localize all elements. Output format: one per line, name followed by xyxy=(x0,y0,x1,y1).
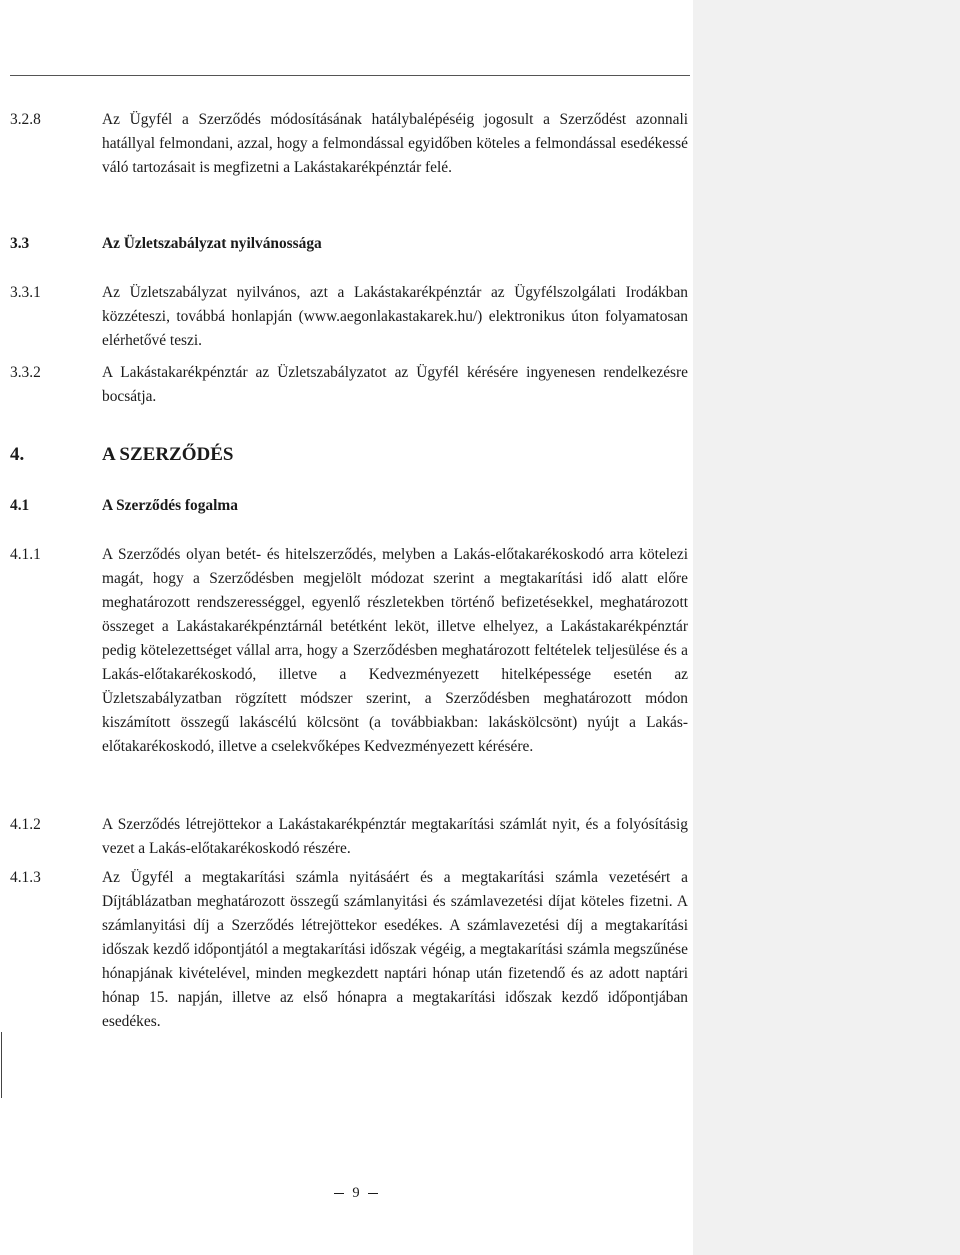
section-text: A Szerződés olyan betét- és hitelszerződés, melyben a Lakás-előtakarékoskodó arra kötelezi magát, hogy a Szerződésben megjelölt módozat szerint a megtakarítási idő alatt előre meghatározott rendszerességgel, egyenlő részletekben történő befizetésekkel, meghatározott összeget a Lakástakarékpénztárnál betétként leköt, illetve elhelyez, a Lakástakarékpénztár pedig kötelezettséget vállal arra, hogy a Szerződésben meghatározott feltételek teljesülése és a Lakás-előtakarékoskodó, illetve a Kedvezményezett hitelképessége esetén az Üzletszabályzatban rögzített módszer szerint, a Szerződésben meghatározott módon kiszámított összegű lakáscélú kölcsönt (a továbbiakban: lakáskölcsönt) nyújt a Lakás-előtakarékoskodó, illetve a cselekvőképes Kedvezményezett kérésére. xyxy=(102,546,688,755)
heading-3-3 xyxy=(10,232,688,256)
section-text: Az Ügyfél a megtakarítási számla nyitásáért és a megtakarítási számla vezetésért a Díjtáblázatban meghatározott összegű számlanyitási és számlavezetési díjat köteles fizetni. A számlanyitási díj a Szerződés létrejöttekor esedékes. A számlavezetési díj a megtakarítási időszak kezdő időpontjától a megtakarítási időszak végéig, a megtakarítási számla megszűnése hónapjának kivételével, minden megkezdett naptári hónap után fizetendő és az adott naptári hónap 15. napján, illetve az első hónapra a megtakarítási időszak kezdő időpontjában esedékes. xyxy=(102,869,688,1030)
section-3-3-1 xyxy=(10,281,688,353)
comment-pane xyxy=(693,0,960,1255)
section-number: 4.1.1 xyxy=(10,546,41,563)
section-number: 4.1.3 xyxy=(10,869,41,886)
footer-dash-left xyxy=(334,1193,344,1194)
section-text: Az Ügyfél a Szerződés módosításának hatálybalépéséig jogosult a Szerződést azonnali hatállyal felmondani, azzal, hogy a felmondással egyidőben köteles a felmondással esedékessé váló tartozásait is megfizetni a Lakástakarékpénztár felé. xyxy=(102,111,688,176)
footer-dash-right xyxy=(368,1193,378,1194)
section-text: A Lakástakarékpénztár az Üzletszabályzatot az Ügyfél kérésére ingyenesen rendelkezésre bocsátja. xyxy=(102,364,688,405)
heading-4-1 xyxy=(10,494,688,518)
change-bar xyxy=(1,1032,2,1098)
heading-number: 4.1 xyxy=(10,497,30,514)
section-3-3-2 xyxy=(10,361,688,409)
page-footer xyxy=(336,1183,376,1203)
heading-text: A Szerződés fogalma xyxy=(102,497,238,514)
section-4-1-2 xyxy=(10,813,688,861)
heading-text: A SZERZŐDÉS xyxy=(102,444,234,465)
heading-number: 4. xyxy=(10,444,25,465)
section-text: Az Üzletszabályzat nyilvános, azt a Lakástakarékpénztár az Ügyfélszolgálati Irodákban közzéteszi, továbbá honlapján (www.aegonlakastakarek.hu/) elektronikus úton folyamatosan elérhetővé teszi. xyxy=(102,284,688,349)
section-text: A Szerződés létrejöttekor a Lakástakarékpénztár megtakarítási számlát nyit, és a folyósításig vezet a Lakás-előtakarékoskodó részére. xyxy=(102,816,688,857)
heading-4 xyxy=(10,443,688,467)
section-number: 4.1.2 xyxy=(10,816,41,833)
section-number: 3.3.1 xyxy=(10,284,41,301)
heading-number: 3.3 xyxy=(10,235,30,252)
page-number: 9 xyxy=(352,1185,360,1201)
header-rule xyxy=(10,75,690,76)
section-3-2-8 xyxy=(10,108,688,180)
section-4-1-3 xyxy=(10,866,688,1034)
heading-text: Az Üzletszabályzat nyilvánossága xyxy=(102,235,322,252)
section-number: 3.3.2 xyxy=(10,364,41,381)
section-number: 3.2.8 xyxy=(10,111,41,128)
section-4-1-1 xyxy=(10,543,688,759)
